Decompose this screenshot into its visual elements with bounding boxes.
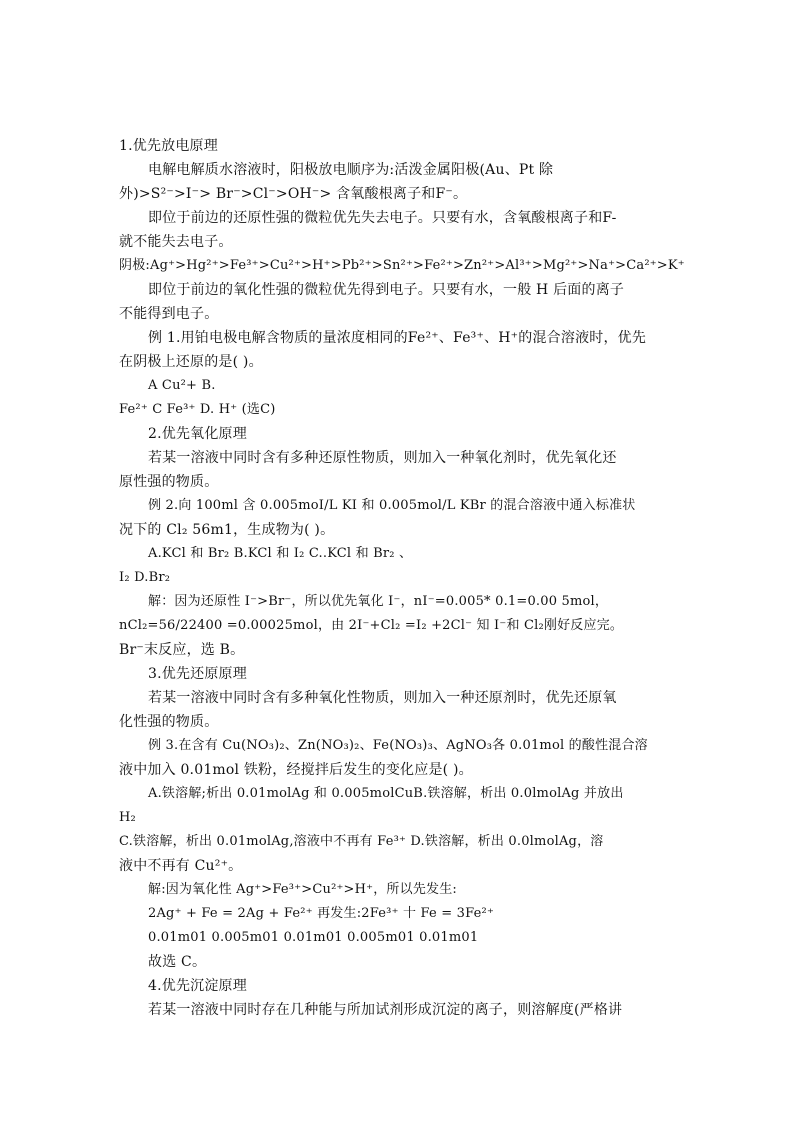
options-line: A Cu²+ B.	[148, 378, 216, 393]
text-line: 即位于前边的还原性强的微粒优先失去电子。只要有水，含氧酸根离子和F-	[148, 210, 617, 226]
text-line: 况下的 Cl₂ 56m1，生成物为( )。	[119, 522, 335, 538]
text-line: 电解电解质水溶液时，阳极放电顺序为:活泼金属阳极(Au、Pt 除	[148, 162, 554, 178]
text-line: 化性强的物质。	[119, 714, 219, 730]
text-line: 原性强的物质。	[119, 474, 219, 490]
text-line: 液中加入 0.01mol 铁粉，经搅拌后发生的变化应是( )。	[119, 762, 473, 778]
example-2-line: 例 2.向 100ml 含 0.005moI/L KI 和 0.005mol/L KBr 的混合溶液中通入标准状	[148, 498, 636, 513]
text-line: 外)>S²⁻>I⁻> Br⁻>Cl⁻>OH⁻> 含氧酸根离子和F⁻。	[119, 186, 468, 202]
text-line: 不能得到电子。	[119, 306, 219, 322]
options-line: I₂ D.Br₂	[119, 570, 171, 585]
text-line: 就不能失去电子。	[119, 234, 233, 250]
solution-line: Br⁻末反应，选 B。	[119, 642, 245, 658]
example-1-line: 例 1.用铂电极电解含物质的量浓度相同的Fe²⁺、Fe³⁺、H⁺的混合溶液时，优先	[148, 330, 647, 346]
answer-line: 故选 C。	[148, 954, 207, 970]
solution-line: nCl₂=56/22400 =0.00025mol，由 2I⁻+Cl₂ =I₂ +2Cl⁻ 知 I⁻和 Cl₂刚好反应完。	[119, 618, 624, 633]
options-line: 液中不再有 Cu²⁺。	[119, 858, 243, 874]
example-3-line: 例 3.在含有 Cu(NO₃)₂、Zn(NO₃)₂、Fe(NO₃)₃、AgNO₃各 0.01mol 的酸性混合溶	[148, 738, 648, 753]
equation-line: 2Ag⁺ + Fe = 2Ag + Fe²⁺ 再发生:2Fe³⁺ 十 Fe = 3Fe²⁺	[148, 906, 495, 921]
heading-2: 2.优先氧化原理	[148, 426, 247, 442]
equation-line: 0.01m01 0.005m01 0.01m01 0.005m01 0.01m01	[148, 930, 479, 945]
solution-line: 解：因为还原性 I⁻>Br⁻，所以优先氧化 I⁻，nI⁻=0.005* 0.1=0.00 5mol，	[148, 594, 609, 609]
heading-4: 4.优先沉淀原理	[148, 978, 247, 994]
options-line: A.KCl 和 Br₂ B.KCl 和 I₂ C..KCl 和 Br₂ 、	[148, 546, 413, 561]
solution-line: 解:因为氧化性 Ag⁺>Fe³⁺>Cu²⁺>H⁺，所以先发生:	[148, 882, 458, 897]
text-line: 若某一溶液中同时含有多种还原性物质，则加入一种氧化剂时，优先氧化还	[148, 450, 617, 466]
cathode-order-line: 阴极:Ag⁺>Hg²⁺>Fe³⁺>Cu²⁺>H⁺>Pb²⁺>Sn²⁺>Fe²⁺>Zn²⁺>Al³⁺>Mg²⁺>Na⁺>Ca²⁺>K⁺	[119, 258, 685, 273]
text-line: 若某一溶液中同时含有多种氧化性物质，则加入一种还原剂时，优先还原氧	[148, 690, 617, 706]
heading-1: 1.优先放电原理	[119, 138, 218, 154]
options-line: H₂	[119, 810, 136, 825]
text-line: 即位于前边的氧化性强的微粒优先得到电子。只要有水，一般 H 后面的离子	[148, 282, 625, 298]
options-line: Fe²⁺ C Fe³⁺ D. H⁺ (选C)	[119, 402, 276, 417]
options-line: C.铁溶解，析出 0.01molAg,溶液中不再有 Fe³⁺ D.铁溶解，析出 0.0lmolAg，溶	[119, 834, 604, 849]
heading-3: 3.优先还原原理	[148, 666, 247, 682]
text-line: 若某一溶液中同时存在几种能与所加试剂形成沉淀的离子，则溶解度(严格讲	[148, 1002, 623, 1018]
text-line: 在阴极上还原的是( )。	[119, 354, 263, 370]
options-line: A.铁溶解;析出 0.01molAg 和 0.005molCuB.铁溶解，析出 0.0lmolAg 并放出	[148, 786, 624, 801]
